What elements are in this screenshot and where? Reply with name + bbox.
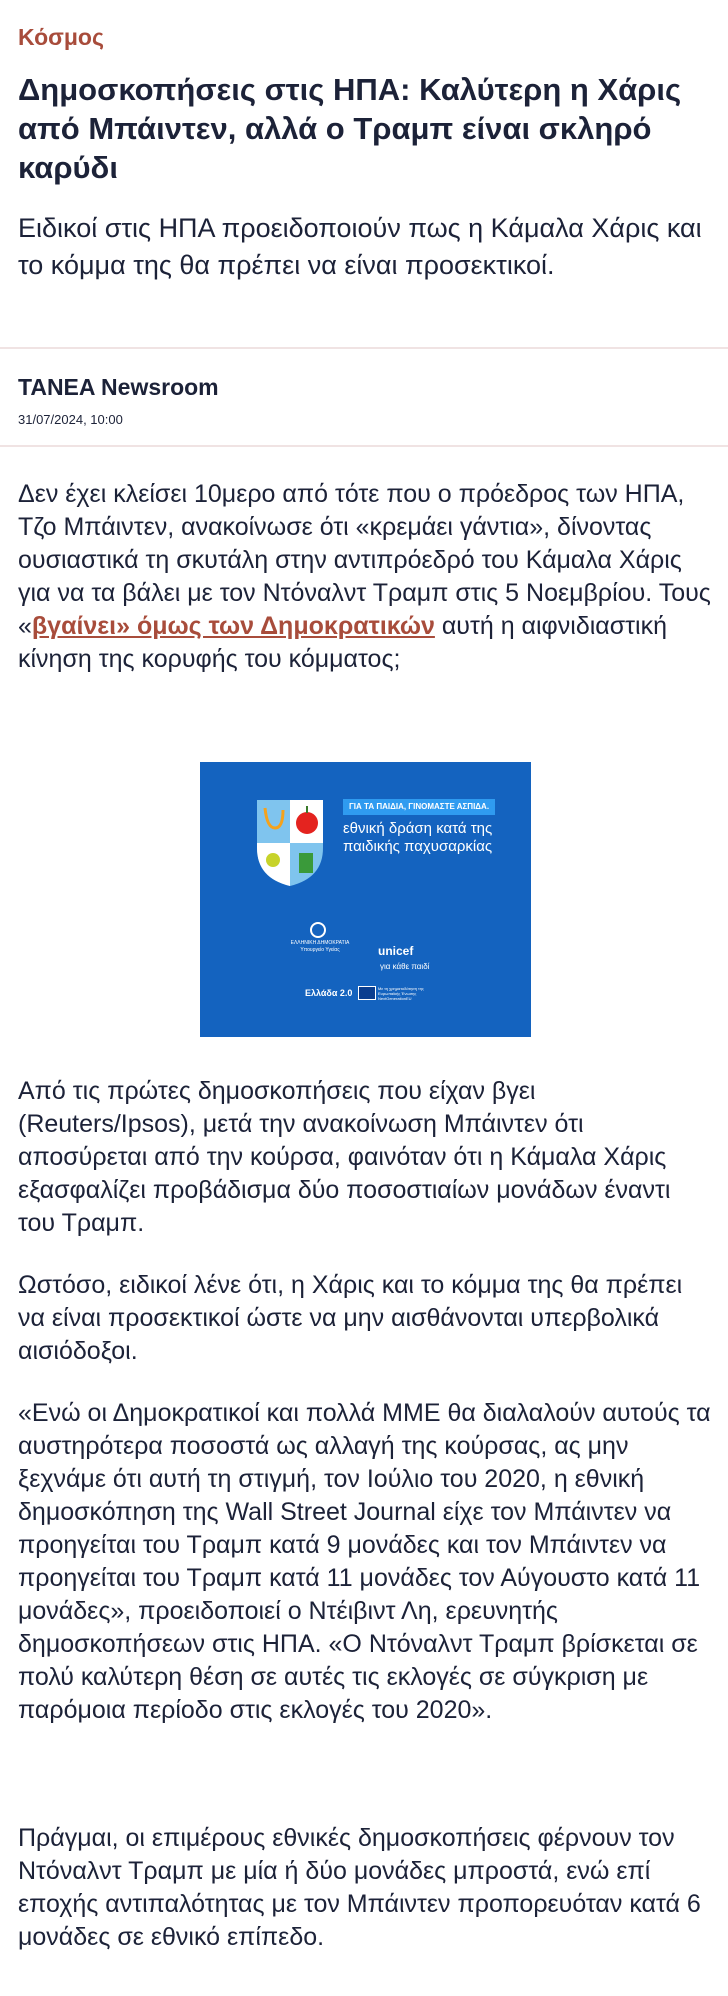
paragraph-4: «Ενώ οι Δημοκρατικοί και πολλά ΜΜΕ θα διαλαλούν αυτούς τα αυστηρότερα ποσοστά ως αλλαγή της κούρσας, ας μην ξεχνάμε ότι αυτή τη στιγμή, τον Ιούλιο του 2020, η εθνική δημοσκόπηση της Wall Street Journal είχε τον Μπάιντεν να προηγείται του Τραμπ κατά 9 μονάδες και τον Μπάιντεν να προηγείται του Τραμπ κατά 11 μονάδες τον Αύγουστο κατά 11 μονάδες», προειδοποιεί ο Ντέιβιντ Λη, ερευνητής δημοσκοπήσεων στις ΗΠΑ. «Ο Ντόναλντ Τραμπ βρίσκεται σε πολύ καλύτερη θέση σε αυτές τις εκλογές σε σύγκριση με παρόμοια περίοδο στις εκλογές του 2020». [18, 1399, 711, 1724]
ad-title: εθνική δράση κατά της παιδικής παχυσαρκίας [343, 820, 493, 855]
advertisement-banner[interactable] [200, 762, 531, 1037]
ad-ministry: ΕΛΛΗΝΙΚΗ ΔΗΜΟΚΡΑΤΙΑ Υπουργείο Υγείας [290, 940, 350, 953]
greek-emblem-icon [310, 922, 326, 938]
paragraph-1 [18, 478, 714, 676]
divider [0, 347, 728, 349]
article-subtitle: Ειδικοί στις ΗΠΑ προειδοποιούν πως η Κάμαλα Χάρις και το κόμμα της θα πρέπει να είναι προσεκτικοί. [18, 213, 702, 280]
ad-tagline: ΓΙΑ ΤΑ ΠΑΙΔΙΑ, ΓΙΝΟΜΑΣΤΕ ΑΣΠΙΔΑ. [343, 799, 495, 815]
paragraph-3: Ωστόσο, ειδικοί λένε ότι, η Χάρις και το κόμμα της θα πρέπει να είναι προσεκτικοί ώστε να μην αισθάνονται υπερβολικά αισιόδοξοι. [18, 1271, 683, 1365]
paragraph-5: Πράγμαι, οι επιμέρους εθνικές δημοσκοπήσεις φέρνουν τον Ντόναλντ Τραμπ με μία ή δύο μονάδες μπροστά, ενώ επί εποχής αντιπαλότητας με τον Μπάιντεν προπορευόταν κατά 6 μονάδες σε εθνικό επίπεδο. [18, 1824, 701, 1951]
publish-date: 31/07/2024, 10:00 [18, 412, 123, 427]
article-headline: Δημοσκοπήσεις στις ΗΠΑ: Καλύτερη η Χάρις από Μπάιντεν, αλλά ο Τραμπ είναι σκληρό καρύδι [18, 72, 682, 185]
divider [0, 445, 728, 447]
democrats-link[interactable]: βγαίνει» όμως των Δημοκρατικών [31, 612, 435, 640]
ad-funding-note: Με τη χρηματοδότηση της Ευρωπαϊκής Ένωσης NextGenerationEU [378, 986, 424, 1001]
paragraph-1-text-after: αυτή η αιφνιδιαστική κίνηση της κορυφής του κόμματος; [18, 612, 668, 673]
shield-logo-icon [255, 798, 325, 888]
unicef-logo: unicef [378, 944, 414, 958]
paragraph-2: Από τις πρώτες δημοσκοπήσεις που είχαν βγει (Reuters/Ipsos), μετά την ανακοίνωση Μπάιντεν ότι αποσύρεται από την κούρσα, φαινόταν ότι η Κάμαλα Χάρις εξασφαλίζει προβάδισμα δύο ποσοστιαίων μονάδων έναντι του Τραμπ. [18, 1077, 671, 1237]
unicef-tagline: για κάθε παιδί [380, 962, 430, 971]
ellada-logo: Ελλάδα 2.0 [305, 988, 353, 998]
category-link[interactable]: Κόσμος [18, 24, 104, 50]
eu-flag-icon [358, 986, 376, 1000]
author-name[interactable]: TANEA Newsroom [18, 374, 219, 400]
paragraph-1-text-before: Δεν έχει κλείσει 10μερο από τότε που ο πρόεδρος των ΗΠΑ, Τζο Μπάιντεν, ανακοίνωσε ότι «κρεμάει γάντια», δίνοντας ουσιαστικά τη σκυτάλη στην αντιπρόεδρό του Κάμαλα Χάρις για να τα βάλει με τον Ντόναλντ Τραμπ στις 5 Νοεμβρίου. Τους « [18, 480, 711, 640]
